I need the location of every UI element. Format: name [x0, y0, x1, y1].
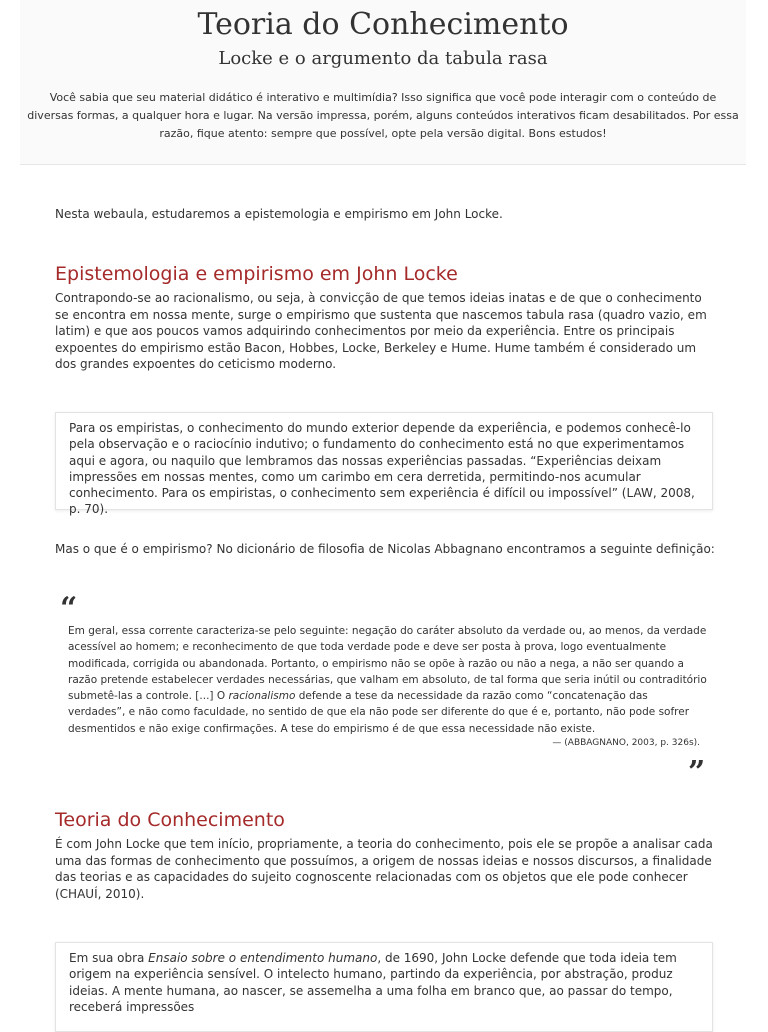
page-title: Teoria do Conhecimento: [197, 7, 569, 42]
section-paragraph-teoria: É com John Locke que tem início, propriamente, a teoria do conhecimento, pois ele se propõe a analisar cada uma das formas de conhecimento que possuímos, a origem de nossas ideias e nossos discursos, a finalidade das teorias e as capacidades do sujeito cognoscente relacionadas com os objetos que ele pode conhecer (CHAUÍ, 2010).: [55, 837, 713, 901]
blockquote-citation: — (ABBAGNANO, 2003, p. 326s).: [552, 738, 700, 748]
highlight-box-locke: Em sua obra Ensaio sobre o entendimento humano, de 1690, John Locke defende que toda ideia tem origem na experiência sensível. O intelecto humano, partindo da experiência, por abstração, produz ideias. A mente humana, ao nascer, se assemelha a uma folha em branco que, ao passar do tempo, receberá impressões: [55, 942, 713, 1032]
open-quote-icon: “: [60, 591, 78, 626]
question-paragraph: Mas o que é o empirismo? No dicionário de filosofia de Nicolas Abbagnano encontramos a seguinte definição:: [55, 542, 715, 556]
lead-paragraph: Nesta webaula, estudaremos a epistemologia e empirismo em John Locke.: [55, 207, 503, 221]
page-subtitle: Locke e o argumento da tabula rasa: [218, 48, 548, 69]
highlight-box-empiristas: Para os empiristas, o conhecimento do mundo exterior depende da experiência, e podemos conhecê-lo pela observação e o raciocínio indutivo; o fundamento do conhecimento está no que experimentamos aqui e agora, ou naquilo que lembramos das nossas experiências passadas. “Experiências deixam impressões em nossas mentes, como um carimbo em cera derretida, permitindo-nos acumular conhecimento. Para os empiristas, o conhecimento sem experiência é difícil ou impossível” (LAW, 2008, p. 70).: [55, 412, 713, 510]
section-heading-teoria: Teoria do Conhecimento: [55, 809, 285, 831]
page-header: [20, 0, 746, 165]
section-heading-epistemologia: Epistemologia e empirismo em John Locke: [55, 263, 458, 285]
intro-notice: Você sabia que seu material didático é interativo e multimídia? Isso significa que você pode interagir com o conteúdo de diversas formas, a qualquer hora e lugar. Na versão impressa, porém, alguns conteúdos interativos ficam desabilitados. Por essa razão, fique atento: sempre que possível, opte pela versão digital. Bons estudos!: [27, 91, 739, 140]
blockquote-text: Em geral, essa corrente caracteriza-se pelo seguinte: negação do caráter absoluto da verdade ou, ao menos, da verdade acessível ao homem; e reconhecimento de que toda verdade pode e deve ser posta à prova, logo eventualmente modificada, corrigida ou abandonada. Portanto, o empirismo não se opõe à razão ou não a nega, a não ser quando a razão pretende estabelecer verdades necessárias, que valham em absoluto, de tal forma que seria inútil ou contraditório submetê-las a controle. [...] O racionalismo defende a tese da necessidade da razão como “concatenação das verdades”, e não como faculdade, no sentido de que ela não pode ser diferente do que é e, portanto, não pode sofrer desmentidos e não exige confirmações. A tese do empirismo é de que essa necessidade não existe.: [68, 625, 707, 735]
section-paragraph-epistemologia: Contrapondo-se ao racionalismo, ou seja, à convicção de que temos ideias inatas e de que o conhecimento se encontra em nossa mente, surge o empirismo que sustenta que nascemos tabula rasa (quadro vazio, em latim) e que aos poucos vamos adquirindo conhecimentos por meio da experiência. Entre os principais expoentes do empirismo estão Bacon, Hobbes, Locke, Berkeley e Hume. Hume também é considerado um dos grandes expoentes do ceticismo moderno.: [55, 291, 707, 371]
close-quote-icon: ”: [688, 755, 706, 790]
